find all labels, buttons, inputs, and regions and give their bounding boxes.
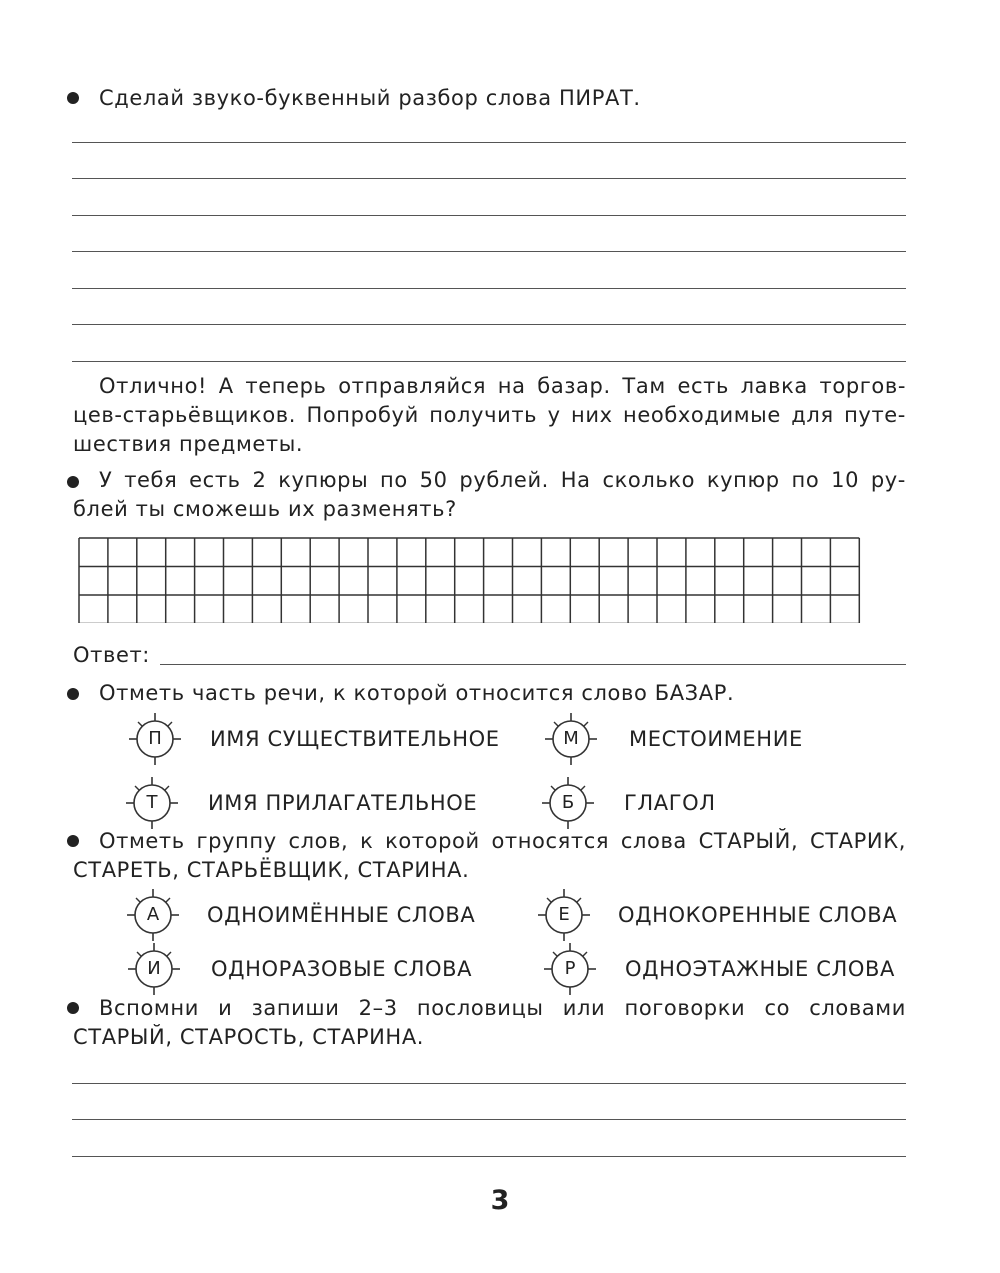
option-badge[interactable] <box>538 773 598 833</box>
paragraph-line: шествия предметы. <box>73 432 304 456</box>
money-task <box>73 466 906 524</box>
option-letter: А <box>146 904 160 925</box>
task-pirat: Сделай звуко-буквенный разбор слова ПИРАТ. <box>99 86 641 110</box>
option-badge[interactable] <box>125 709 185 769</box>
writing-line[interactable] <box>72 251 906 252</box>
paragraph-line: Отлично! А теперь отправляйся на базар. Там есть лавка торгов- <box>99 374 906 398</box>
page-number: 3 <box>490 1185 510 1216</box>
paragraph-line: Вспомни и запиши 2–3 пословицы или поговорки со словами <box>99 996 906 1020</box>
option-badge[interactable] <box>541 709 601 769</box>
option-letter: П <box>148 728 162 749</box>
bullet <box>67 92 79 104</box>
option-label: МЕСТОИМЕНИЕ <box>629 727 803 751</box>
bazaar-intro <box>73 372 906 459</box>
option-letter: Т <box>146 792 158 813</box>
writing-line[interactable] <box>72 288 906 289</box>
option-label: ОДНОИМЁННЫЕ СЛОВА <box>207 903 476 927</box>
answer-line[interactable] <box>160 664 906 665</box>
option-label: ОДНОКОРЕННЫЕ СЛОВА <box>618 903 898 927</box>
writing-line[interactable] <box>72 1083 906 1084</box>
writing-line[interactable] <box>72 178 906 179</box>
option-label: ГЛАГОЛ <box>624 791 716 815</box>
option-badge[interactable] <box>534 885 594 945</box>
paragraph-line: цев-старьёвщиков. Попробуй получить у них необходимые для путе- <box>73 403 906 427</box>
writing-line[interactable] <box>72 215 906 216</box>
writing-line[interactable] <box>72 1119 906 1120</box>
calculation-grid[interactable] <box>78 537 892 623</box>
option-badge[interactable] <box>124 939 184 999</box>
option-label: ИМЯ ПРИЛАГАТЕЛЬНОЕ <box>208 791 478 815</box>
writing-line[interactable] <box>72 142 906 143</box>
option-badge[interactable] <box>122 773 182 833</box>
option-badge[interactable] <box>123 885 183 945</box>
answer-label: Ответ: <box>73 643 150 667</box>
option-label: ИМЯ СУЩЕСТВИТЕЛЬНОЕ <box>210 727 500 751</box>
writing-line[interactable] <box>72 361 906 362</box>
bullet <box>67 688 79 700</box>
option-letter: Р <box>564 958 576 979</box>
option-letter: Б <box>561 792 575 813</box>
paragraph-line: Отметь группу слов, к которой относятся слова СТАРЫЙ, СТАРИК, <box>99 829 906 853</box>
word-group-task <box>73 827 906 885</box>
part-of-speech-question: Отметь часть речи, к которой относится слово БАЗАР. <box>99 681 735 705</box>
paragraph-line: У тебя есть 2 купюры по 50 рублей. На сколько купюр по 10 ру- <box>99 468 906 492</box>
option-label: ОДНОРАЗОВЫЕ СЛОВА <box>211 957 473 981</box>
proverbs-task <box>73 994 906 1052</box>
option-letter: И <box>147 958 161 979</box>
paragraph-line: блей ты сможешь их разменять? <box>73 497 457 521</box>
option-label: ОДНОЭТАЖНЫЕ СЛОВА <box>625 957 895 981</box>
paragraph-line: СТАРЕТЬ, СТАРЬЁВЩИК, СТАРИНА. <box>73 858 470 882</box>
option-letter: М <box>563 728 579 749</box>
option-letter: Е <box>558 904 570 925</box>
option-badge[interactable] <box>540 939 600 999</box>
writing-line[interactable] <box>72 324 906 325</box>
writing-line[interactable] <box>72 1156 906 1157</box>
paragraph-line: СТАРЫЙ, СТАРОСТЬ, СТАРИНА. <box>73 1025 425 1049</box>
